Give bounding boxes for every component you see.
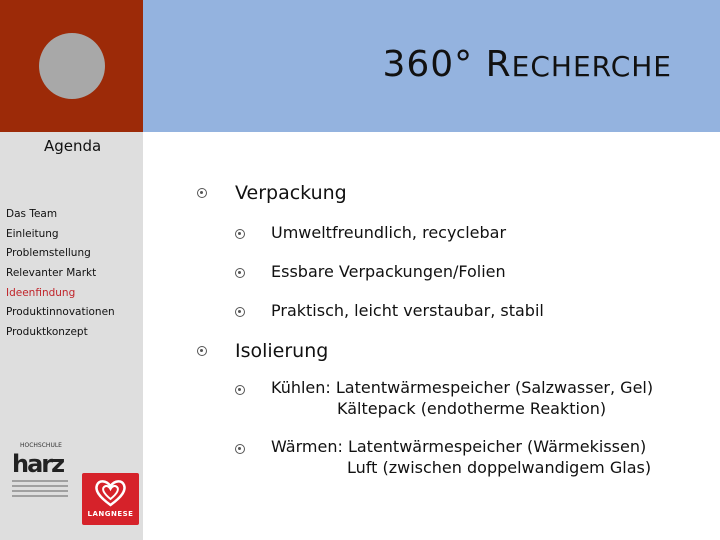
heart-icon	[94, 479, 127, 507]
bullet-icon	[235, 307, 245, 317]
point-essbare-verpackungen: Essbare Verpackungen/Folien	[271, 262, 506, 281]
header-accent-block	[0, 0, 143, 132]
langnese-logo-text: LANGNESE	[87, 510, 134, 518]
agenda-title: Agenda	[44, 137, 102, 155]
bullet-icon	[235, 385, 245, 395]
langnese-logo	[82, 473, 139, 525]
bullet-icon	[235, 444, 245, 454]
bullet-icon	[235, 268, 245, 278]
point-umweltfreundlich: Umweltfreundlich, recyclebar	[271, 223, 507, 242]
harz-logo-subtitle: HOCHSCHULE	[20, 442, 62, 449]
header-bar	[143, 0, 720, 132]
agenda-list	[6, 205, 115, 343]
section-heading-isolierung: Isolierung	[235, 340, 329, 362]
title-rest: ECHERCHE	[511, 50, 672, 83]
point-praktisch: Praktisch, leicht verstaubar, stabil	[271, 301, 544, 320]
agenda-item-produktinnovationen[interactable]: Produktinnovationen	[6, 306, 115, 319]
bullet-icon	[235, 229, 245, 239]
hochschule-harz-logo	[12, 444, 68, 500]
point-waermen-line2: Luft (zwischen doppelwandigem Glas)	[347, 458, 652, 477]
agenda-item-problemstellung[interactable]: Problemstellung	[6, 247, 91, 260]
point-kuehlen-line1: Kühlen: Latentwärmespeicher (Salzwasser, Gel)	[271, 378, 654, 397]
section-heading-verpackung: Verpackung	[235, 182, 347, 204]
decorative-circle	[39, 33, 105, 99]
point-kuehlen-line2: Kältepack (endotherme Reaktion)	[337, 399, 607, 418]
agenda-item-produktkonzept[interactable]: Produktkonzept	[6, 326, 88, 339]
point-waermen-line1: Wärmen: Latentwärmespeicher (Wärmekissen)	[271, 437, 647, 456]
slide-title	[382, 44, 672, 85]
agenda-item-das-team[interactable]: Das Team	[6, 208, 58, 220]
harz-logo-word: harz	[12, 450, 64, 478]
agenda-item-ideenfindung[interactable]: Ideenfindung	[6, 286, 76, 299]
agenda-item-relevanter-markt[interactable]: Relevanter Markt	[6, 267, 97, 280]
harz-logo-lines	[12, 480, 68, 500]
bullet-icon	[197, 188, 207, 198]
bullet-icon	[197, 346, 207, 356]
title-prefix: 360°	[382, 44, 474, 85]
title-initial: R	[485, 44, 512, 85]
agenda-item-einleitung[interactable]: Einleitung	[6, 227, 59, 240]
